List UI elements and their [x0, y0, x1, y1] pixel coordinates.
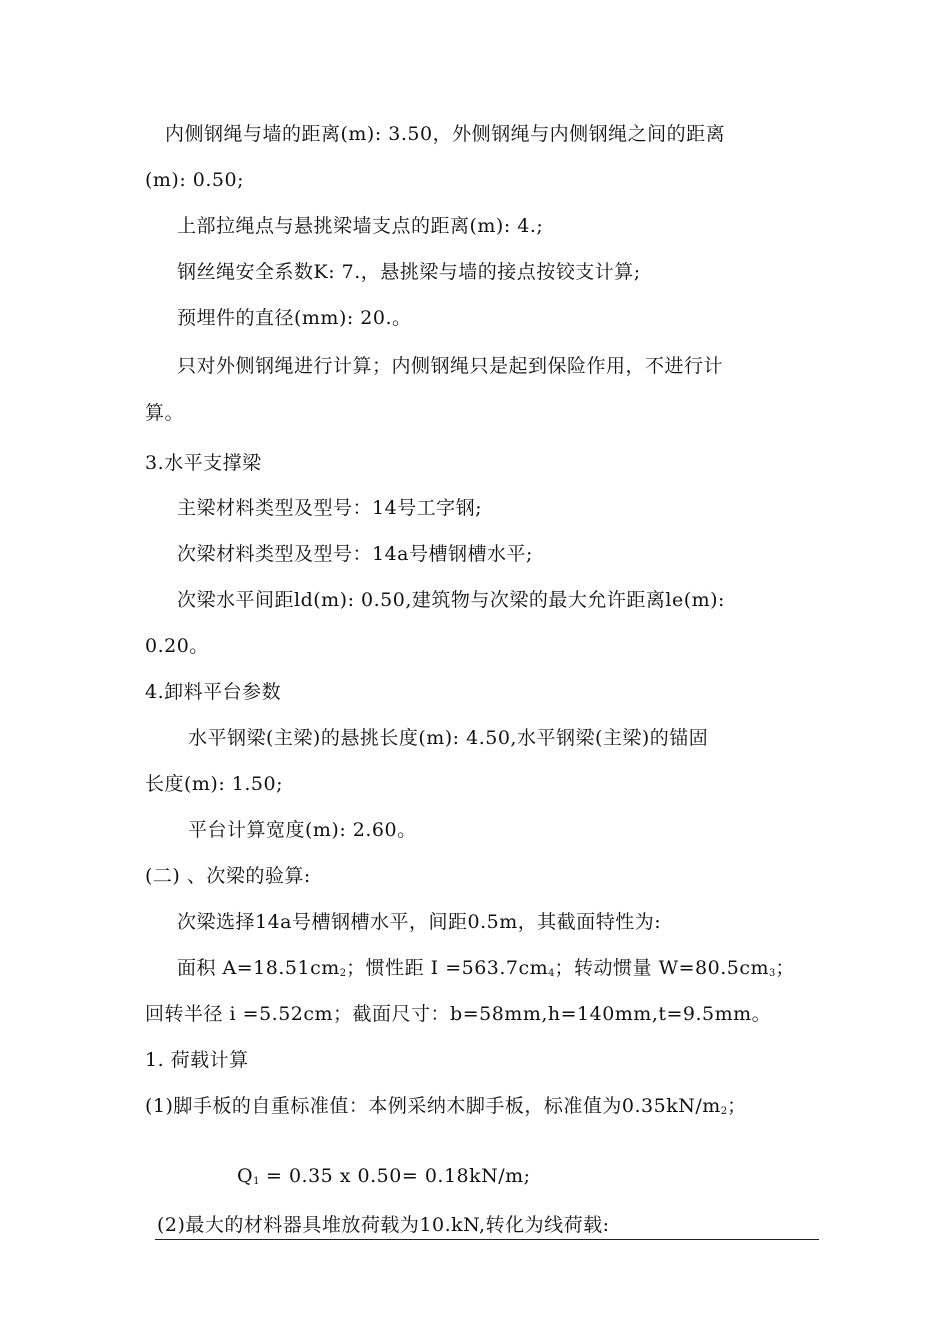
item-1-line [145, 1094, 747, 1124]
text-line-5: 预埋件的直径(mm): 20.。 [177, 307, 412, 329]
item-1-text: (1)脚手板的自重标准值：本例采纳木脚手板，标准值为0.35kN/m [145, 1095, 721, 1117]
text-line-10: 次梁材料类型及型号：14a号槽钢槽水平; [177, 543, 533, 565]
page-bottom-rule [155, 1239, 819, 1240]
text-line-3: 上部拉绳点与悬挑梁墙支点的距离(m): 4.; [177, 215, 544, 237]
text-line-15: 长度(m): 1.50; [145, 773, 283, 795]
text-line-1: 内侧钢绳与墙的距离(m): 3.50，外侧钢绳与内侧钢绳之间的距离 [165, 123, 726, 145]
formula-rest: = 0.35 x 0.50= 0.18kN/m; [259, 1165, 531, 1187]
section-properties-end: ； [775, 957, 795, 979]
formula-q: Q [237, 1165, 254, 1187]
text-line-4: 钢丝绳安全系数K: 7.，悬挑梁与墙的接点按铰支计算; [177, 261, 641, 283]
formula-q-subscript: 1 [253, 1176, 260, 1187]
text-line-6: 只对外侧钢绳进行计算；内侧钢绳只是起到保险作用，不进行计 [177, 355, 724, 377]
section-heading-3: 3.水平支撑梁 [145, 452, 262, 474]
section-properties-line [177, 956, 795, 986]
text-line-7: 算。 [145, 402, 185, 424]
item-2-line: (2)最大的材料器具堆放荷载为10.kN,转化为线荷载: [157, 1214, 610, 1236]
inertia-text: ；惯性距 I =563.7cm [346, 957, 549, 979]
section-heading-4: 4.卸料平台参数 [145, 681, 282, 703]
modulus-text: ；转动惯量 W=80.5cm [554, 957, 769, 979]
text-line-12: 0.20。 [145, 635, 209, 657]
area-text: 面积 A=18.51cm [177, 957, 340, 979]
text-line-11: 次梁水平间距ld(m): 0.50,建筑物与次梁的最大允许距离le(m): [177, 589, 725, 611]
text-line-16: 平台计算宽度(m): 2.60。 [188, 819, 417, 841]
text-line-9: 主梁材料类型及型号：14号工字钢; [177, 497, 483, 519]
modulus-unit-exponent: 3 [769, 968, 776, 979]
item-1-end: ； [727, 1095, 747, 1117]
inertia-unit-exponent: 4 [548, 968, 555, 979]
section-heading-2: (二) 、次梁的验算: [145, 865, 311, 887]
text-line-18: 次梁选择14a号槽钢槽水平，间距0.5m，其截面特性为: [177, 911, 662, 933]
formula-line [237, 1164, 531, 1194]
radius-dimensions-line: 回转半径 i =5.52cm；截面尺寸：b=58mm,h=140mm,t=9.5mm。 [145, 1003, 772, 1025]
load-calc-heading: 1. 荷载计算 [145, 1049, 249, 1071]
text-line-14: 水平钢梁(主梁)的悬挑长度(m): 4.50,水平钢梁(主梁)的锚固 [188, 727, 709, 749]
item-1-unit-exponent: 2 [720, 1106, 728, 1117]
text-line-2: (m): 0.50; [145, 169, 244, 191]
area-unit-exponent: 2 [339, 968, 347, 979]
